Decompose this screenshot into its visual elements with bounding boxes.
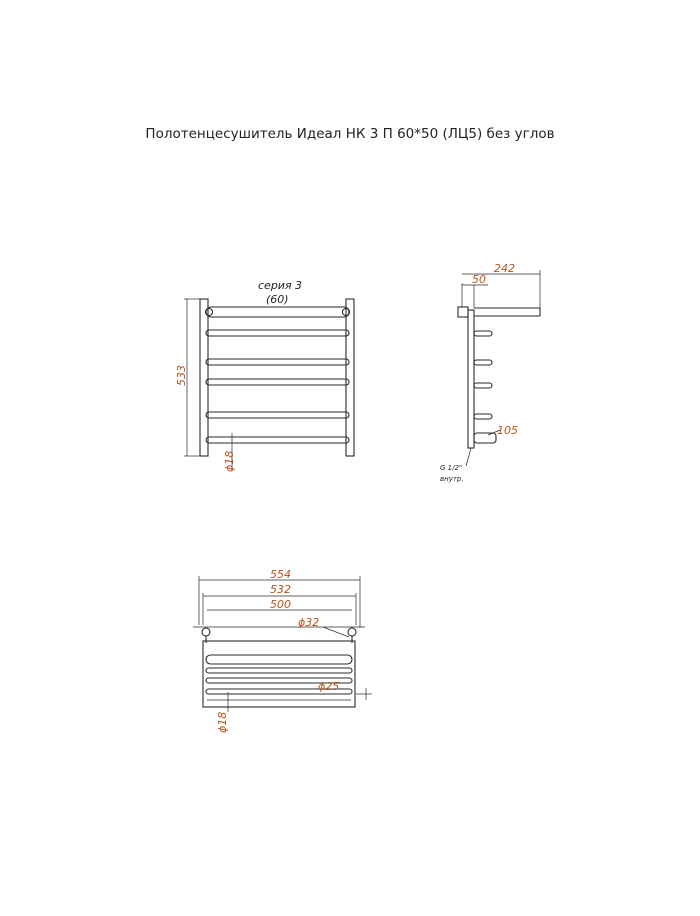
series-sublabel: (60): [266, 293, 289, 306]
front-rung: [206, 379, 349, 385]
top-tube-d-label: ϕ18: [216, 711, 229, 733]
front-view: [175, 279, 354, 472]
front-left-post: [200, 299, 208, 456]
right-valve: [348, 628, 356, 636]
thread-leader: [466, 448, 471, 466]
side-post: [468, 310, 474, 448]
front-rung: [206, 359, 349, 365]
drawing-title: Полотенцесушитель Идеал НК 3 П 60*50 (ЛЦ5) без углов: [145, 126, 555, 142]
pipe-d1-leader: [323, 627, 349, 637]
front-rung: [206, 437, 349, 443]
side-wall-mount: [458, 307, 468, 317]
overall-width-label: 554: [270, 568, 291, 581]
top-rung: [206, 668, 352, 673]
front-tube-d-label: ϕ18: [223, 450, 236, 472]
side-rung: [474, 383, 492, 388]
front-right-post: [346, 299, 354, 456]
thread-note: внутр.: [440, 475, 464, 483]
side-rung: [474, 414, 492, 419]
top-shelf-front: [206, 655, 352, 664]
offset-label: 50: [472, 273, 486, 286]
top-view: [193, 568, 372, 733]
series-label: серия 3: [258, 279, 303, 292]
bottom-label: 105: [497, 424, 518, 437]
front-rung: [206, 412, 349, 418]
pipe-d2-label: ϕ25: [318, 680, 340, 693]
side-bottom-rung: [474, 433, 496, 443]
center-distance-label: 500: [270, 598, 291, 611]
front-top-bar: [206, 307, 349, 317]
side-rung: [474, 331, 492, 336]
front-rung: [206, 330, 349, 336]
top-frame: [203, 641, 355, 707]
left-valve: [202, 628, 210, 636]
side-view: [440, 262, 540, 483]
mount-width-label: 532: [270, 583, 291, 596]
height-label: 533: [175, 365, 188, 386]
thread-label: G 1/2": [440, 464, 463, 472]
pipe-d1-label: ϕ32: [298, 616, 320, 629]
side-rung: [474, 360, 492, 365]
depth-label: 242: [494, 262, 515, 275]
